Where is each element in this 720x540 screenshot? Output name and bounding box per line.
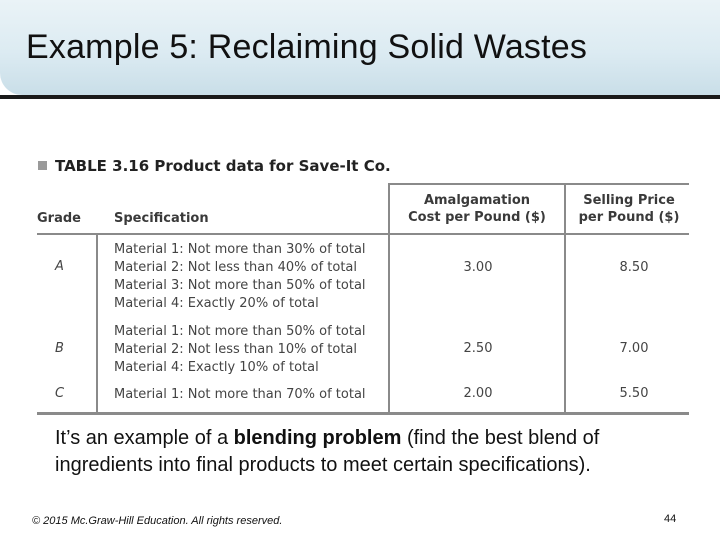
table-caption (38, 157, 391, 175)
spec-line: Material 3: Not more than 50% of total (114, 278, 366, 293)
header-cost-line1: Amalgamation (423, 193, 531, 208)
specification-cell (114, 323, 366, 377)
header-grade: Grade (37, 211, 81, 226)
cost-cell: 2.50 (463, 341, 493, 356)
header-price-line2: per Pound ($) (578, 210, 680, 225)
body-text-suffix: (find the best blend of ingredients into final products to meet certain specifications). (55, 427, 600, 476)
spec-line: Material 4: Exactly 20% of total (114, 296, 319, 311)
header-specification: Specification (114, 211, 209, 226)
header-cost (392, 192, 562, 226)
header-price (569, 192, 689, 226)
specification-cell (114, 386, 366, 404)
grade-cell: B (55, 341, 64, 356)
spec-line: Material 2: Not less than 10% of total (114, 342, 358, 357)
body-text-prefix: It’s an example of a (55, 427, 234, 449)
spec-line: Material 4: Exactly 10% of total (114, 360, 319, 375)
grade-cell: C (55, 386, 65, 401)
body-text-bold: blending problem (233, 427, 402, 449)
table-column-divider (96, 235, 98, 412)
product-data-table (37, 183, 689, 415)
slide-title: Example 5: Reclaiming Solid Wastes (26, 28, 588, 66)
spec-line: Material 1: Not more than 50% of total (114, 324, 366, 339)
price-cell: 8.50 (619, 260, 649, 275)
header-price-line1: Selling Price (583, 193, 675, 208)
copyright-footer: © 2015 Mc.Graw-Hill Education. All rights reserved. (32, 515, 283, 527)
table-header-rule (37, 233, 689, 235)
square-bullet-icon (38, 161, 47, 170)
table-label: TABLE 3.16 (55, 157, 150, 175)
table-caption-text: Product data for Save-It Co. (154, 157, 391, 175)
page-number: 44 (664, 513, 677, 525)
cost-cell: 3.00 (463, 260, 493, 275)
price-cell: 7.00 (619, 341, 649, 356)
title-divider (0, 95, 720, 99)
table-bottom-rule (37, 412, 689, 415)
price-cell: 5.50 (619, 386, 649, 401)
spec-line: Material 1: Not more than 70% of total (114, 387, 366, 402)
grade-cell: A (55, 259, 64, 274)
spec-line: Material 1: Not more than 30% of total (114, 242, 366, 257)
body-paragraph (55, 425, 655, 479)
specification-cell (114, 241, 366, 313)
table-top-rule (389, 183, 689, 185)
header-cost-line2: Cost per Pound ($) (408, 210, 546, 225)
cost-cell: 2.00 (463, 386, 493, 401)
table-column-divider (388, 183, 390, 412)
spec-line: Material 2: Not less than 40% of total (114, 260, 358, 275)
table-column-divider (564, 183, 566, 412)
